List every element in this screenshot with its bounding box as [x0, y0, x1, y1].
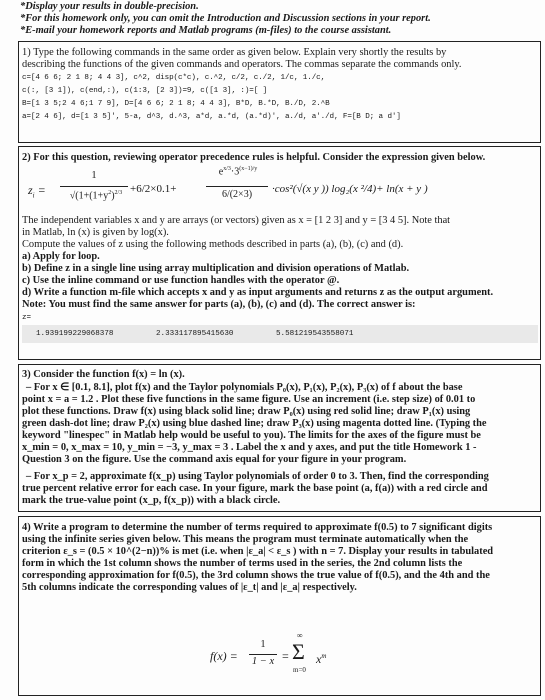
formula-lhs: z: [28, 183, 33, 197]
q2-answer-label: z=: [22, 314, 31, 322]
q3-line-10: mark the true-value point (x_p, f(x_p)) with a black circle.: [22, 495, 281, 506]
formula-eq: =: [37, 183, 46, 197]
q1-code-line-1: c=[4 6 6; 2 1 8; 4 4 3], c^2, disp(c*c), c.^2, c/2, c./2, 1/c, 1./c,: [22, 74, 326, 82]
q2-para-3: Compute the values of z using the following methods described in parts (a), (b), (c) and (d).: [22, 239, 404, 250]
q1-code-line-2: c(:, [3 1]), c(end,:), c(1:3, [2 3])=9, c([1 3], :)=[ ]: [22, 87, 268, 95]
q4-line-3: criterion ε_s = (0.5 × 10^(2−n))% is met (i.e. when |ε_a| < ε_s ) with n = 7. Display your results in tabulated: [22, 546, 494, 557]
q2-part-c: c) Use the inline command or use function handles with the operator @.: [22, 275, 340, 286]
q4-line-5: corresponding approximation for f(0.5), the 3rd column shows the true value of f(0.5), and the 4th and the: [22, 570, 490, 581]
q3-line-5: keyword "linespec" in Matlab help would be useful to you). The limits for the axes of the figure must be: [22, 430, 481, 441]
frac2-numerator: $e^{x/3}\cdot 3^{(x-1)/y}$: [218, 166, 258, 178]
q2-answer-bar: [22, 325, 538, 343]
q1-code-line-4: a=[2 4 6], d=[1 3 5]', 5-a, d^3, d.^3, a*d, a.*d, (a.*d)', a./d, a'./d, F=[B D; a d']: [22, 113, 401, 121]
q4-sum-upper: ∞: [297, 631, 303, 640]
formula-tail: ·cos²(√(x y )) log₂(x ²/4)+ ln(x + y ): [272, 183, 428, 195]
q3-line-8: – For x_p = 2, approximate f(x_p) using Taylor polynomials of order 0 to 3. Then, find the corresponding: [26, 471, 489, 482]
q4-line-4: form in which the 1st column shows the number of terms used in the series, the 2nd column lists the: [22, 558, 463, 569]
q4-formula-eq: =: [282, 649, 289, 663]
q3-line-4: green dash-dot line; draw P₂(x) using blue dashed line; draw P₃(x) using magenta dotted line. (Typing the: [22, 418, 487, 429]
q3-line-2: point x = a = 1.2 . Plot these five functions in the same figure. Use an increment (i.e. step size) of 0.01 to: [22, 394, 476, 405]
q1-intro-line-1: 1) Type the following commands in the same order as given below. Explain very shortly the results by: [22, 47, 447, 58]
formula-plus-term: +6/2×0.1+: [130, 183, 177, 195]
q4-sum-lower: m=0: [293, 666, 306, 674]
frac2-bar: [206, 186, 268, 187]
q4-line-2: using the infinite series given below. This means the program must terminate automatically when the: [22, 534, 469, 545]
q1-intro-line-2: describing the functions of the given commands and operators. The commas separate the commands only.: [22, 59, 462, 70]
q3-intro: 3) Consider the function f(x) = ln (x).: [22, 369, 185, 380]
q4-sum-symbol: Σ: [292, 639, 305, 664]
q2-para-2: in Matlab, ln (x) is given by log(x).: [22, 227, 169, 238]
frac1-bar: [60, 186, 128, 187]
q2-part-a: a) Apply for loop.: [22, 251, 100, 262]
q4-formula-numerator: 1: [260, 639, 266, 650]
q2-answer-1: 1.939199229068378: [36, 330, 114, 338]
q2-part-d: d) Write a function m-file which accepts x and y as input arguments and returns z as the output argument.: [22, 287, 494, 298]
q2-note: Note: You must find the same answer for parts (a), (b), (c) and (d). The correct answer is:: [22, 299, 416, 310]
header-line-1: *Display your results in double-precision.: [20, 1, 199, 12]
q4-formula-bar: [249, 654, 277, 655]
frac1-numerator: 1: [91, 170, 97, 181]
q3-line-9: true percent relative error for each case. In your figure, mark the base point (a, f(a)) with a red circle and: [22, 483, 488, 494]
q3-line-3: plot these functions. Draw f(x) using black solid line; draw P₀(x) using red solid line; draw P₁(x) using: [22, 406, 471, 417]
q3-line-7: Question 3 on the figure. Use the command axis equal for your figure in your program.: [22, 454, 407, 465]
q2-answer-3: 5.581219543558071: [276, 330, 354, 338]
q4-formula-denominator: 1 − x: [251, 656, 275, 667]
q2-part-b: b) Define z in a single line using array multiplication and division operations of Matlab.: [22, 263, 410, 274]
q2-intro: 2) For this question, reviewing operator precedence rules is helpful. Consider the expression given below.: [22, 152, 486, 163]
q4-line-1: 4) Write a program to determine the number of terms required to approximate f(0.5) to 7 significant digits: [22, 522, 493, 533]
q4-formula-term: $x^m$: [316, 652, 327, 666]
header-line-3: *E-mail your homework reports and Matlab programs (m-files) to the course assistant.: [20, 25, 392, 36]
q4-formula-lhs: f(x) =: [210, 649, 238, 663]
frac1-denominator: $√(1+(1+y^2)^{2/3}$: [69, 190, 123, 202]
q2-para-1: The independent variables x and y are arrays (or vectors) given as x = [1 2 3] and y = [3 4 5]. Note that: [22, 215, 451, 226]
q1-code-line-3: B=[1 3 5;2 4 6;1 7 9], D=[4 6 6; 2 1 8; 4 4 3], B*D, B.*D, B./D, 2.^B: [22, 100, 330, 108]
formula-lhs-sub: i: [32, 191, 35, 200]
frac2-denominator: 6/(2×3): [221, 189, 253, 200]
q4-line-6: 5th columns indicate the corresponding values of |ε_t| and |ε_a| respectively.: [22, 582, 357, 593]
header-line-2: *For this homework only, you can omit the Introduction and Discussion sections in your report.: [20, 13, 431, 24]
q3-line-6: x_min = 0, x_max = 10, y_min = −3, y_max = 3 . Label the x and y axes, and put the title Homework 1 -: [22, 442, 477, 453]
q2-answer-2: 2.333117895415630: [156, 330, 234, 338]
q3-line-1: – For x ∈ [0.1, 8.1], plot f(x) and the Taylor polynomials P₀(x), P₁(x), P₂(x), P₃(x) of f about the base: [26, 382, 463, 393]
